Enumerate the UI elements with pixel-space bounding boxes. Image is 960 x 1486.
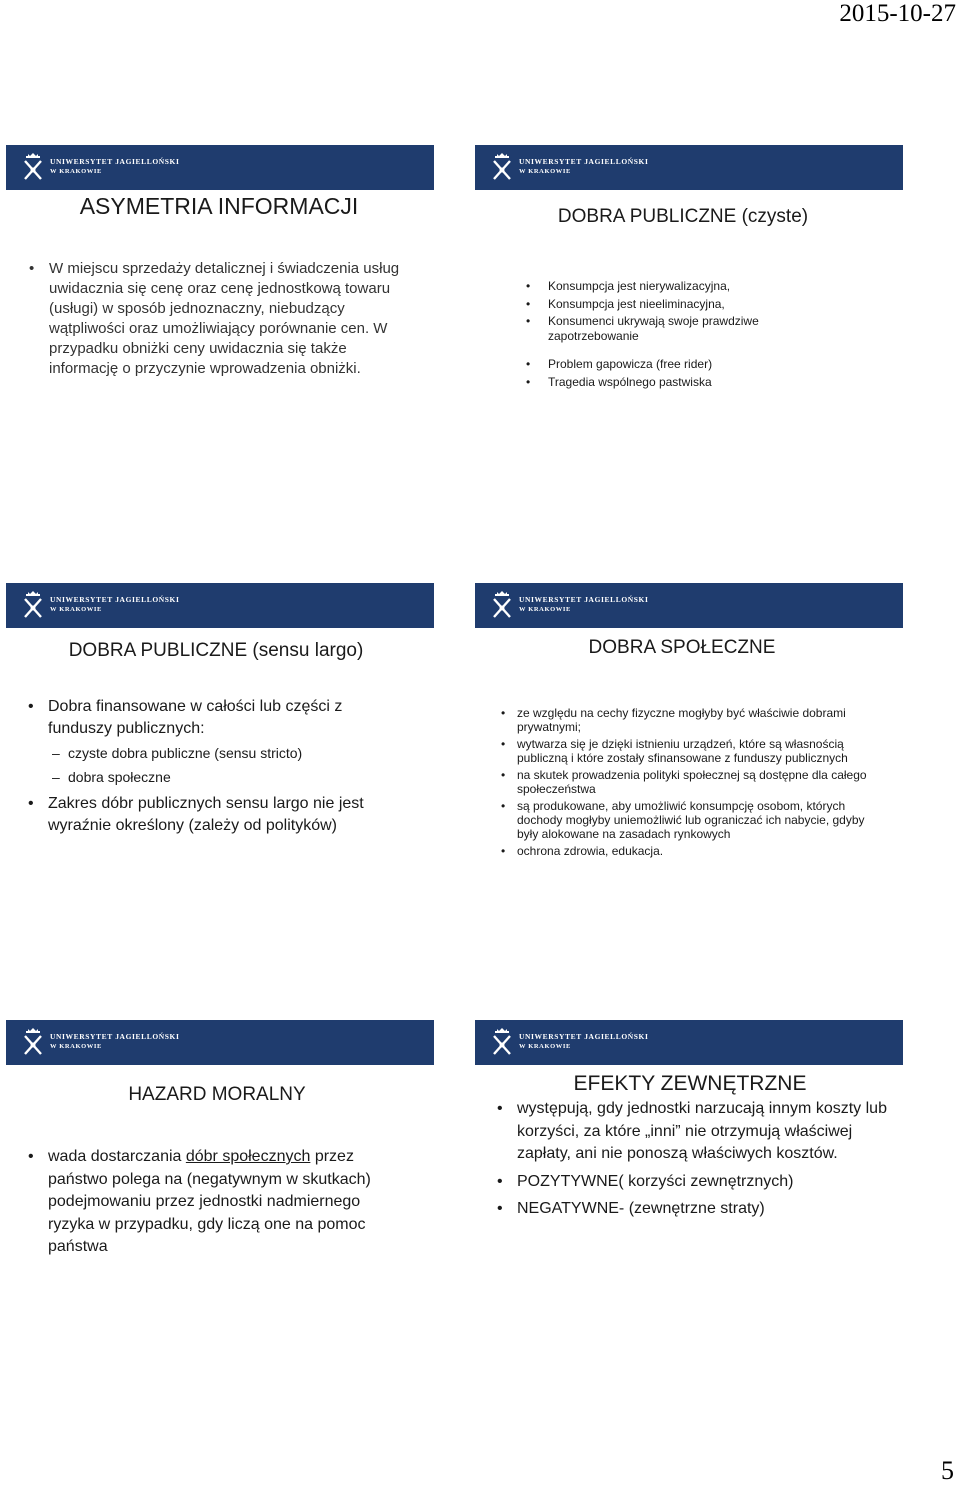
list-item: • występują, gdy jednostki narzucają innym koszty lub korzyści, za które „inni” nie otrzymują właściwej zapłaty, ani nie ponoszą właściwych kosztów. (497, 1100, 887, 1162)
bullet-list (28, 696, 398, 837)
list-item: • Konsumpcja jest nierywalizacyjna, (526, 279, 731, 293)
bullet-list (29, 259, 409, 379)
university-logo (491, 591, 649, 619)
bullet-list (501, 706, 887, 858)
underlined-term: dóbr społecznych (185, 1148, 311, 1165)
crest-icon (22, 1028, 44, 1056)
list-item: • na skutek prowadzenia polityki społecznej są dostępne dla całego społeczeństwa (501, 768, 867, 796)
bullet-list (526, 279, 848, 389)
slide-header-bar (475, 145, 903, 190)
list-item: • Dobra finansowane w całości lub części z funduszy publicznych: (28, 698, 343, 737)
slide-hazard-moralny (6, 1020, 434, 1360)
list-item: • W miejscu sprzedaży detalicznej i świadczenia usług uwidacznia się cenę oraz cenę jednostkową towaru (usługi) w sposób jednoznaczny, niebudzący wątpliwości oraz umożliwiający porównanie cen. W przypadku obniżki ceny uwidacznia się także informację o przyczynie wprowadzenia obniżki. (29, 260, 400, 377)
logo-line2: W KRAKOWIE (519, 1043, 571, 1050)
slide-header-bar (6, 583, 434, 628)
list-item: • ochrona zdrowia, edukacja. (501, 844, 664, 858)
slide-title: DOBRA PUBLICZNE (sensu largo) (68, 640, 364, 661)
university-logo (22, 1028, 180, 1056)
slide-title: DOBRA PUBLICZNE (czyste) (557, 206, 809, 227)
list-item: • Problem gapowicza (free rider) (526, 357, 713, 371)
slide-header-bar (475, 583, 903, 628)
logo-line1: UNIWERSYTET JAGIELLOŃSKI (50, 157, 180, 166)
logo-line2: W KRAKOWIE (50, 606, 102, 613)
list-item: • Konsumpcja jest nieeliminacyjna, (526, 296, 725, 311)
logo-line2: W KRAKOWIE (519, 168, 571, 175)
crest-icon (22, 153, 44, 181)
page-number: 5 (941, 1456, 954, 1485)
logo-line1: UNIWERSYTET JAGIELLOŃSKI (519, 157, 649, 166)
slide-header-bar (6, 145, 434, 190)
slide-header-bar (475, 1020, 903, 1065)
university-logo (22, 591, 180, 619)
slide-asymetria-informacji (6, 145, 434, 485)
slide-title: DOBRA SPOŁECZNE (588, 637, 776, 658)
list-item: • Tragedia wspólnego pastwiska (526, 374, 712, 389)
list-item: • są produkowane, aby umożliwić konsumpcję osobom, których dochody mogłyby uniemożliwić lub ograniczać ich nabycie, gdyby były alokowane na zasadach rynkowych (501, 799, 865, 841)
list-item: • NEGATYWNE- (zewnętrzne straty) (497, 1200, 765, 1217)
list-item: • POZYTYWNE( korzyści zewnętrznych) (497, 1172, 794, 1190)
logo-line1: UNIWERSYTET JAGIELLOŃSKI (50, 1032, 180, 1041)
list-item: • ze względu na cechy fizyczne mogłyby być właściwie dobrami prywatnymi; (501, 706, 846, 734)
slide-header-bar (6, 1020, 434, 1065)
list-item: • Konsumenci ukrywają swoje prawdziwe zapotrzebowanie (526, 314, 759, 343)
university-logo (491, 1028, 649, 1056)
list-item: • wada dostarczania dóbr społecznych przez państwo polega na (negatywnym w skutkach) podejmowaniu przez jednostki nadmiernego ryzyka w przypadku, gdy liczą one na pomoc państwa (28, 1148, 371, 1255)
list-item: • Zakres dóbr publicznych sensu largo nie jest wyraźnie określony (zależy od polityków) (28, 795, 364, 834)
bullet-list (28, 1146, 408, 1259)
slide-efekty-zewnetrzne (475, 1020, 903, 1360)
slide-title: HAZARD MORALNY (128, 1084, 306, 1105)
university-logo (22, 153, 180, 181)
bullet-list (497, 1098, 887, 1221)
crest-icon (22, 591, 44, 619)
crest-icon (491, 1028, 513, 1056)
crest-icon (491, 153, 513, 181)
slide-dobra-publiczne-sensu-largo (6, 583, 434, 923)
logo-line1: UNIWERSYTET JAGIELLOŃSKI (50, 595, 180, 604)
slide-title: ASYMETRIA INFORMACJI (79, 193, 359, 219)
slide-dobra-publiczne-czyste (475, 145, 903, 485)
header-date: 2015-10-27 (839, 0, 956, 27)
logo-line2: W KRAKOWIE (519, 606, 571, 613)
sub-list-item: – czyste dobra publiczne (sensu stricto) (52, 745, 303, 761)
slide-title: EFEKTY ZEWNĘTRZNE (573, 1072, 807, 1095)
logo-line1: UNIWERSYTET JAGIELLOŃSKI (519, 1032, 649, 1041)
university-logo (491, 153, 649, 181)
list-item: • wytwarza się je dzięki istnieniu urządzeń, które są własnością publiczną i które zostały sfinansowane z funduszy publicznych (501, 737, 848, 765)
sub-list-item: – dobra społeczne (52, 769, 171, 785)
crest-icon (491, 591, 513, 619)
logo-line2: W KRAKOWIE (50, 1043, 102, 1050)
slide-dobra-spoleczne (475, 583, 903, 923)
logo-line1: UNIWERSYTET JAGIELLOŃSKI (519, 595, 649, 604)
logo-line2: W KRAKOWIE (50, 168, 102, 175)
